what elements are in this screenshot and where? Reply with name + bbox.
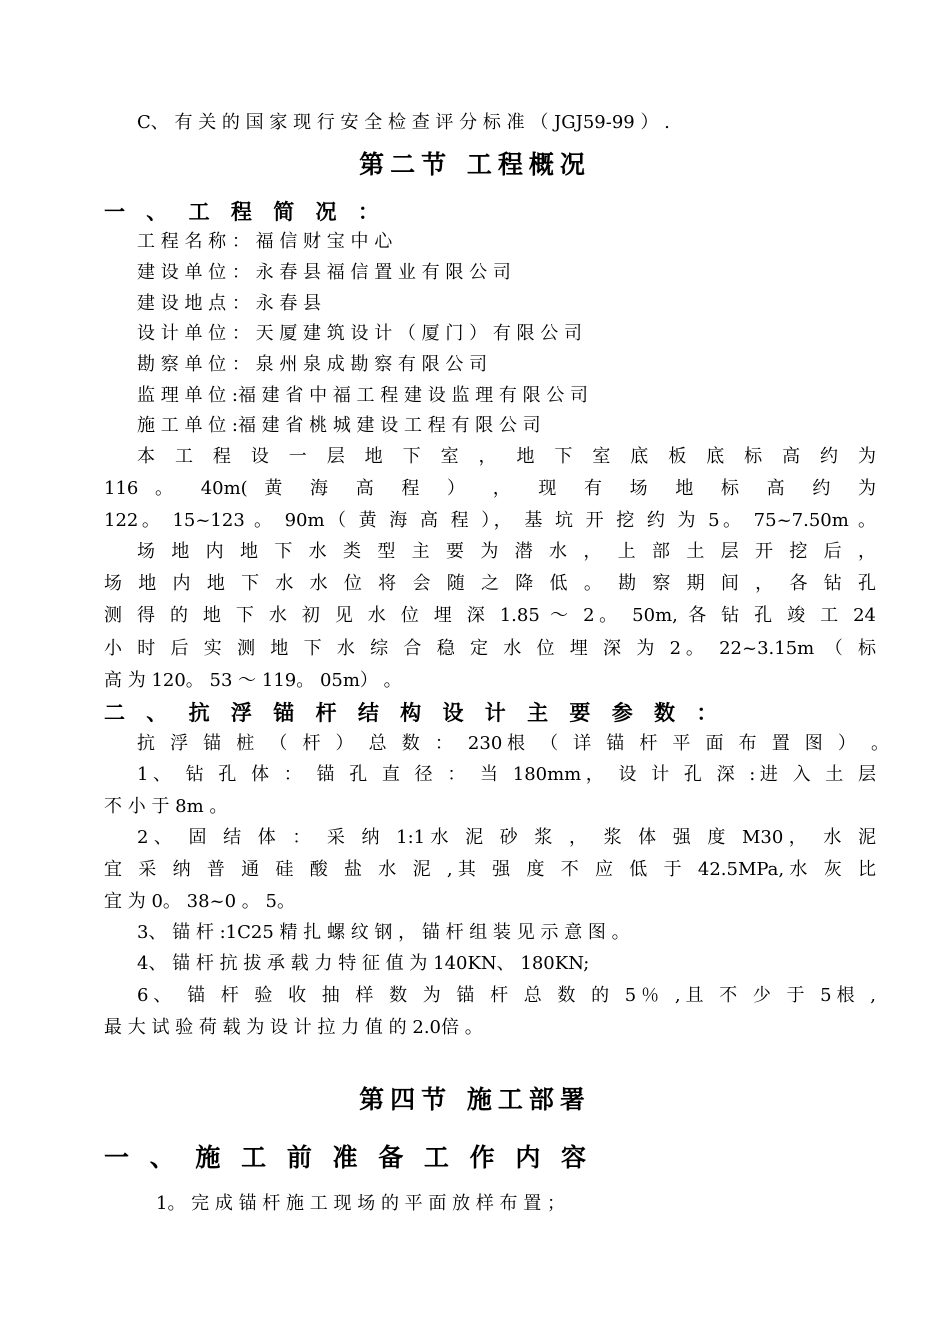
location-line: 建 设 地 点 ： 永 春 县: [137, 293, 322, 314]
anchor-total-line: 抗 浮 锚 桩 （ 杆 ） 总 数 ： 230根 （ 详 锚 杆 平 面 布 置 图 ） 。: [137, 733, 889, 754]
groundwater-para-line-1: 场 地 内 地 下 水 类 型 主 要 为 潜 水 ， 上 部 土 层 开 挖 后 ，: [137, 541, 876, 562]
anchor-item-1-line-2: 不 小 于 8m 。: [104, 796, 228, 817]
prep-heading: 一 、 施 工 前 准 备 工 作 内 容: [104, 1143, 593, 1172]
anchor-item-1-line-1: 1、 钻 孔 体 ： 锚 孔 直 径 ： 当 180mm， 设 计 孔 深 :进 入 土 层: [137, 764, 876, 785]
project-name-line: 工 程 名 称 ： 福 信 财 宝 中 心: [137, 231, 393, 252]
anchor-item-2-line-3: 宜 为 0。 38~0 。 5。: [104, 891, 295, 912]
anchor-item-2-line-2: 宜 采 纳 普 通 硅 酸 盐 水 泥 ,其 强 度 不 应 低 于 42.5MPa,水 灰 比: [104, 859, 876, 880]
basement-para-line-2: 116 。 40m( 黄 海 高 程 ） ， 现 有 场 地 标 高 约 为: [104, 478, 876, 499]
section-4-title: 第四节 施工部署: [359, 1085, 591, 1114]
anchor-item-3-line: 3、 锚 杆 :1C25 精 扎 螺 纹 钢 ， 锚 杆 组 装 见 示 意 图 。: [137, 922, 630, 943]
anchor-item-6-line-2: 最 大 试 验 荷 载 为 设 计 拉 力 值 的 2.0倍 。: [104, 1017, 483, 1038]
supervisor-line: 监 理 单 位 :福 建 省 中 福 工 程 建 设 监 理 有 限 公 司: [137, 385, 589, 406]
anchor-item-6-line-1: 6、 锚 杆 验 收 抽 样 数 为 锚 杆 总 数 的 5％ ,且 不 少 于 5根 ,: [137, 985, 876, 1006]
standard-reference-line: C、 有 关 的 国 家 现 行 安 全 检 查 评 分 标 准 （ JGJ59-99 ） .: [137, 112, 670, 133]
anchor-item-2-line-1: 2、 固 结 体 ： 采 纳 1:1水 泥 砂 浆 ， 浆 体 强 度 M30， 水 泥: [137, 827, 876, 848]
surveyor-line: 勘 察 单 位 ： 泉 州 泉 成 勘 察 有 限 公 司: [137, 354, 488, 375]
anchor-item-4-line: 4、 锚 杆 抗 拔 承 载 力 特 征 值 为 140KN、 180KN;: [137, 953, 590, 974]
owner-line: 建 设 单 位 ： 永 春 县 福 信 置 业 有 限 公 司: [137, 262, 511, 283]
basement-para-line-3: 122。 15~123 。 90m（ 黄 海 高 程 ）， 基 坑 开 挖 约 为 5。 75~7.50m 。: [104, 510, 876, 531]
groundwater-para-line-3: 测 得 的 地 下 水 初 见 水 位 埋 深 1.85 ～ 2。 50m, 各 钻 孔 竣 工 24: [104, 605, 876, 626]
anchor-params-heading: 二 、 抗 浮 锚 杆 结 构 设 计 主 要 参 数 ：: [104, 701, 725, 725]
designer-line: 设 计 单 位 ： 天 厦 建 筑 设 计 （ 厦 门 ） 有 限 公 司: [137, 323, 582, 344]
groundwater-para-line-4: 小 时 后 实 测 地 下 水 综 合 稳 定 水 位 埋 深 为 2。 22~3.15m （ 标: [104, 638, 876, 659]
groundwater-para-line-5: 高 为 120。 53 ～ 119。 05m） 。: [104, 670, 402, 691]
contractor-line: 施 工 单 位 :福 建 省 桃 城 建 设 工 程 有 限 公 司: [137, 415, 541, 436]
groundwater-para-line-2: 场 地 内 地 下 水 水 位 将 会 随 之 降 低 。 勘 察 期 间 ， 各 钻 孔: [104, 573, 876, 594]
overview-heading: 一 、 工 程 简 况 ：: [104, 200, 386, 224]
prep-item-1-line: 1。 完 成 锚 杆 施 工 现 场 的 平 面 放 样 布 置 ；: [156, 1193, 565, 1214]
section-2-title: 第二节 工程概况: [359, 150, 591, 179]
basement-para-line-1: 本 工 程 设 一 层 地 下 室 ， 地 下 室 底 板 底 标 高 约 为: [137, 446, 876, 467]
